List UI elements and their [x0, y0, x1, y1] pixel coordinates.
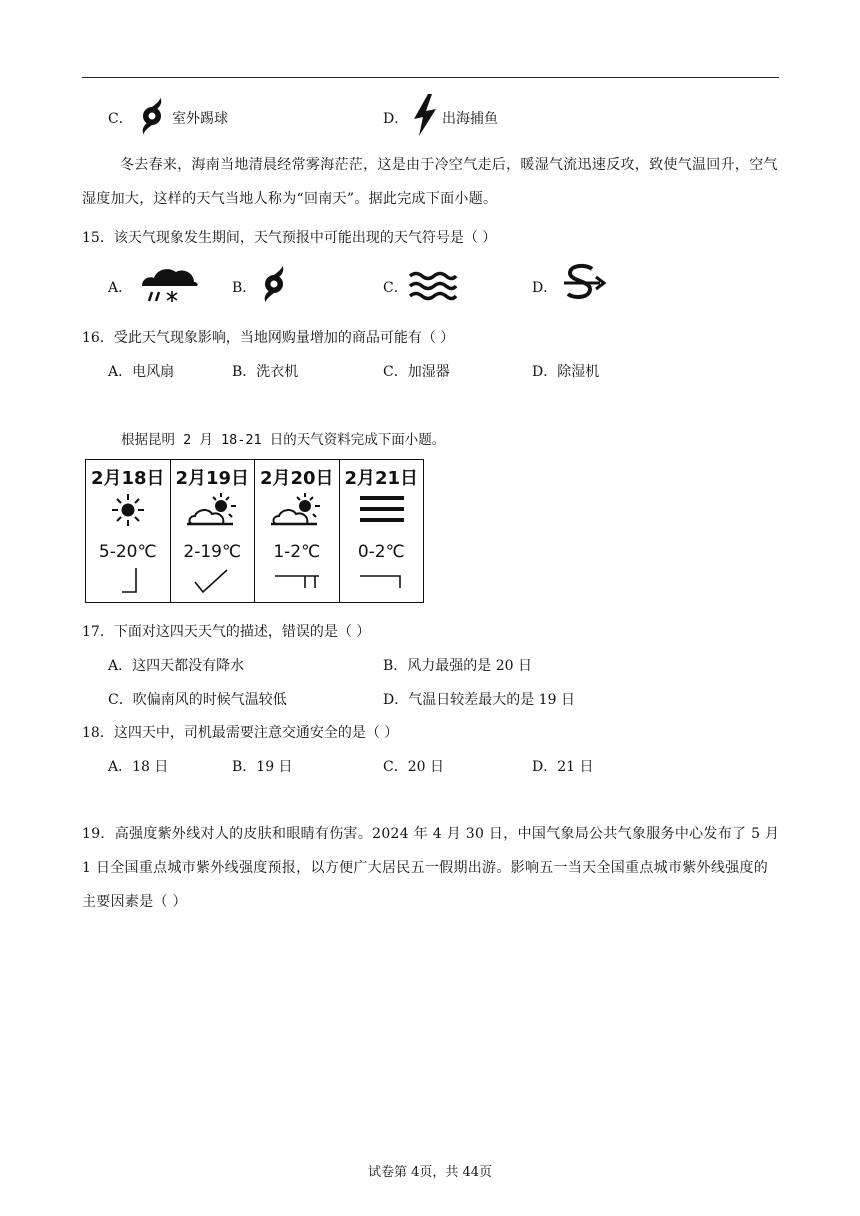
wind-barb-west-strong-icon [269, 566, 325, 596]
option-d-top[interactable] [383, 108, 408, 128]
q17-option-d[interactable]: D．气温日较差最大的是 19 日 [383, 692, 575, 708]
option-letter: C． [108, 111, 133, 127]
page-footer: 试卷第 4页，共 44页 [367, 1165, 493, 1180]
option-letter: B． [232, 280, 257, 296]
weather-temp: 2-19℃ [183, 542, 242, 562]
weather-date: 2月20日 [259, 468, 334, 489]
weather-day-19 [171, 460, 256, 602]
weather-date: 2月21日 [344, 468, 419, 489]
wind-barb-south-icon [100, 566, 156, 596]
option-d-text: 出海捕鱼 [442, 111, 498, 127]
weather-temp: 1-2℃ [273, 542, 321, 562]
q16-option-d[interactable]: D．除湿机 [532, 364, 600, 380]
q15-option-c[interactable] [383, 277, 408, 297]
question-15: 15．该天气现象发生期间，天气预报中可能出现的天气符号是（ ） [82, 230, 497, 246]
question-19: 19．高强度紫外线对人的皮肤和眼睛有伤害。2024 年 4 月 30 日，中国气象局公共气象服务中心发布了 5 月 1 日全国重点城市紫外线强度预报，以方便广大居民五一假期出游。影响五一当天全国重点城市紫外线强度的主要因素是（ ） [82, 826, 780, 910]
wind-barb-west-icon [354, 566, 410, 596]
haze-icon [408, 270, 458, 302]
weather-day-20 [255, 460, 340, 602]
question-16: 16．受此天气现象影响，当地网购量增加的商品可能有（ ） [82, 330, 455, 346]
intro-paragraph: 冬去春来，海南当地清晨经常雾海茫茫，这是由于冷空气走后，暖湿气流迅速反攻，致使气温回升，空气湿度加大，这样的天气当地人称为“回南天”。据此完成下面小题。 [82, 157, 778, 207]
q18-option-a[interactable]: A．18 日 [108, 759, 169, 775]
q15-option-a[interactable] [108, 277, 132, 297]
lightning-icon [410, 93, 440, 137]
weather-temp: 5-20℃ [98, 542, 157, 562]
fog-icon [354, 492, 410, 528]
sandstorm-icon [562, 263, 608, 303]
option-letter: A． [108, 280, 133, 296]
weather-day-18 [86, 460, 171, 602]
question-17: 17．下面对这四天天气的描述，错误的是（ ） [82, 624, 371, 640]
q16-option-b[interactable]: B．洗衣机 [232, 364, 299, 380]
option-letter: D． [532, 280, 558, 296]
q17-option-a[interactable]: A．这四天都没有降水 [108, 658, 245, 674]
weather-table [85, 459, 424, 603]
q16-option-a[interactable]: A．电风扇 [108, 364, 175, 380]
option-letter: D． [383, 111, 409, 127]
partly-cloudy-icon [185, 492, 241, 528]
kunming-intro: 根据昆明 2 月 18-21 日的天气资料完成下面小题。 [121, 432, 446, 448]
weather-temp: 0-2℃ [357, 542, 405, 562]
q17-option-c[interactable]: C．吹偏南风的时候气温较低 [108, 692, 287, 708]
option-letter: C． [383, 280, 408, 296]
q17-option-b[interactable]: B．风力最强的是 20 日 [383, 658, 533, 674]
q18-option-d[interactable]: D．21 日 [532, 759, 594, 775]
typhoon-icon [258, 262, 290, 306]
typhoon-icon [136, 95, 168, 137]
q15-option-d[interactable] [532, 277, 557, 297]
option-c-text: 室外踢球 [172, 111, 228, 127]
header-rule [82, 77, 779, 78]
weather-date: 2月19日 [175, 468, 250, 489]
question-18: 18．这四天中，司机最需要注意交通安全的是（ ） [82, 725, 399, 741]
option-c-top[interactable] [108, 108, 133, 128]
q15-option-b[interactable] [232, 277, 256, 297]
wind-barb-southwest-icon [185, 566, 241, 596]
partly-cloudy-icon [269, 492, 325, 528]
sunny-icon [100, 492, 156, 528]
sleet-icon [138, 264, 200, 304]
weather-date: 2月18日 [90, 468, 165, 489]
weather-day-21 [340, 460, 424, 602]
q18-option-b[interactable]: B．19 日 [232, 759, 293, 775]
q18-option-c[interactable]: C．20 日 [383, 759, 444, 775]
q16-option-c[interactable]: C．加湿器 [383, 364, 450, 380]
